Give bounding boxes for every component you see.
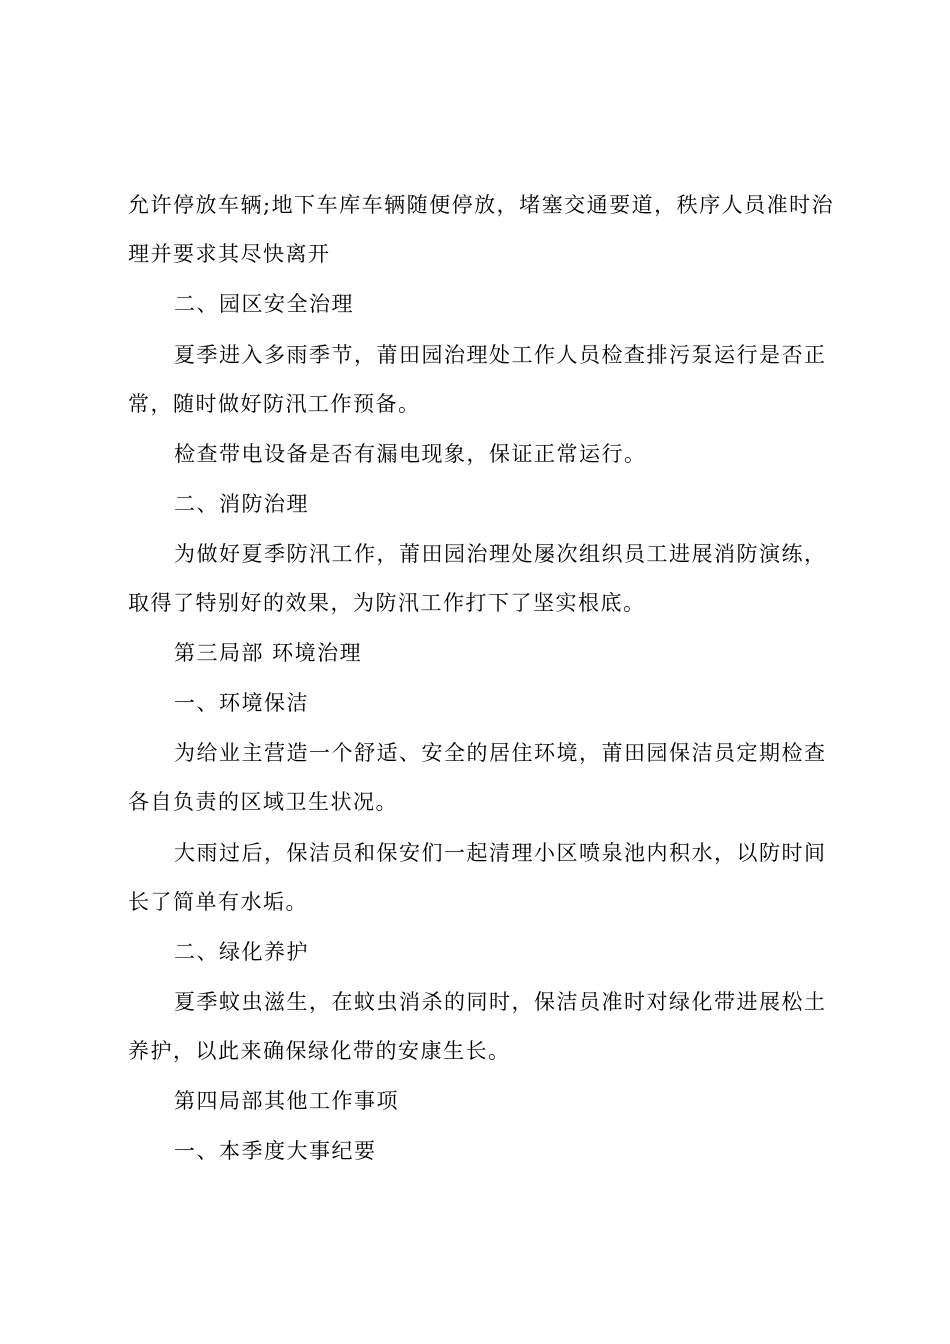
heading-fire-management: 二、消防治理 — [174, 492, 309, 516]
paragraph-fire-drill: 为做好夏季防汛工作，莆田园治理处屡次组织员工进展消防演练，取得了特别好的效果，为防汛工作打下了坚实根底。 — [128, 542, 827, 615]
heading-park-safety: 二、园区安全治理 — [174, 292, 354, 316]
heading-greening: 二、绿化养护 — [174, 940, 309, 964]
paragraph-cleaning-check: 为给业主营造一个舒适、安全的居住环境，莆田园保洁员定期检查各自负责的区域卫生状况。 — [128, 741, 827, 814]
paragraph-electrical-check: 检查带电设备是否有漏电现象，保证正常运行。 — [174, 442, 647, 466]
heading-part-four: 第四局部其他工作事项 — [174, 1089, 399, 1113]
paragraph-greening-care: 夏季蚊虫滋生，在蚊虫消杀的同时，保洁员准时对绿化带进展松土养护，以此来确保绿化带的安康生长。 — [128, 990, 827, 1063]
paragraph-fountain-cleanup: 大雨过后，保洁员和保安们一起清理小区喷泉池内积水，以防时间长了简单有水垢。 — [128, 841, 827, 914]
paragraph-parking: 允许停放车辆;地下车库车辆随便停放，堵塞交通要道，秩序人员准时治理并要求其尽快离开 — [128, 193, 835, 266]
paragraph-flood-pump: 夏季进入多雨季节，莆田园治理处工作人员检查排污泵运行是否正常，随时做好防汛工作预备。 — [128, 343, 827, 416]
heading-cleaning: 一、环境保洁 — [174, 691, 309, 715]
heading-part-three: 第三局部 环境治理 — [174, 641, 363, 665]
heading-quarter-events: 一、本季度大事纪要 — [174, 1139, 377, 1163]
